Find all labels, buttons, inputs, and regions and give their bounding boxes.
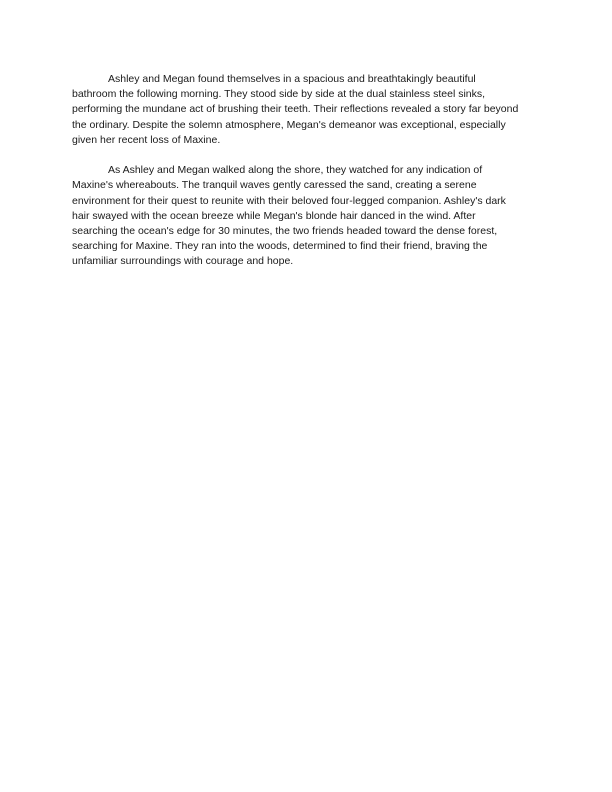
paragraph-1: Ashley and Megan found themselves in a spacious and breathtakingly beautiful bathroom the following morning. They stood side by side at the dual stainless steel sinks, performing the mundane act of brushing their teeth. Their reflections revealed a story far beyond the ordinary. Despite the solemn atmosphere, Megan's demeanor was exceptional, especially given her recent loss of Maxine. (72, 73, 519, 146)
paragraph-2: As Ashley and Megan walked along the shore, they watched for any indication of Maxine's whereabouts. The tranquil waves gently caressed the sand, creating a serene environment for their quest to reunite with their beloved four-legged companion. Ashley's dark hair swayed with the ocean breeze while Megan's blonde hair danced in the wind. After searching the ocean's edge for 30 minutes, the two friends headed toward the dense forest, searching for Maxine. They ran into the woods, determined to find their friend, braving the unfamiliar surroundings with courage and hope. (72, 164, 506, 268)
document-body (72, 72, 520, 285)
